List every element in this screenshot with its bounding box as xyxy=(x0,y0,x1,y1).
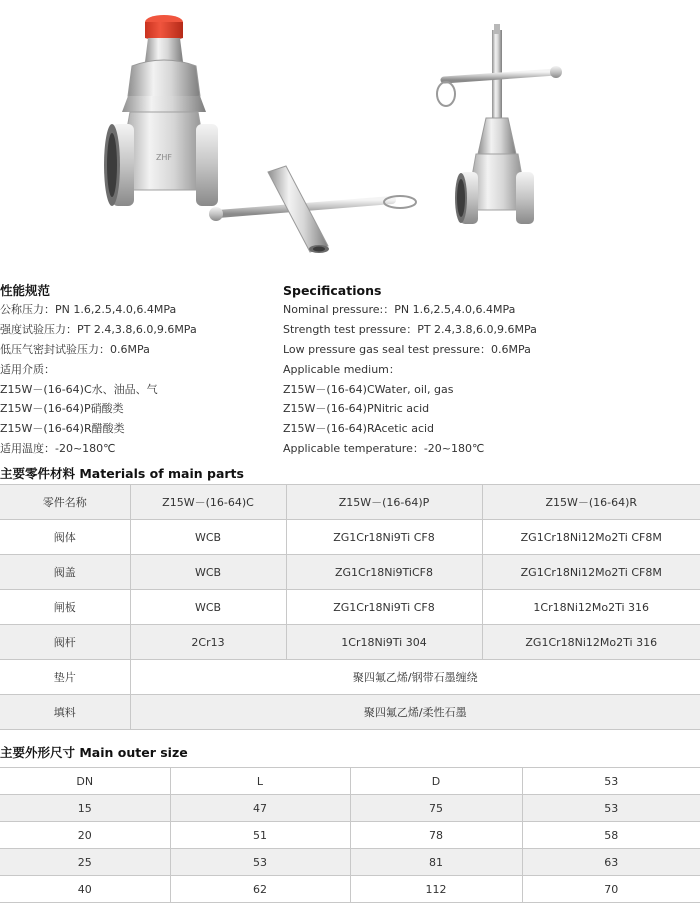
size-table xyxy=(0,767,700,903)
table-header-cell: Z15W－(16-64)P xyxy=(286,485,482,520)
table-cell: 20 xyxy=(0,822,170,849)
specs-cn xyxy=(0,282,197,459)
table-header-cell: L xyxy=(170,768,350,795)
table-header-cell: D xyxy=(350,768,522,795)
table-header-cell: DN xyxy=(0,768,170,795)
table-cell: 阀盖 xyxy=(0,555,130,590)
table-header-cell: Z15W－(16-64)R xyxy=(482,485,700,520)
table-cell: 53 xyxy=(170,849,350,876)
specs-cn-line: Z15W－(16-64)P硝酸类 xyxy=(0,402,124,416)
table-row xyxy=(0,625,700,660)
table-cell: 58 xyxy=(522,822,700,849)
table-cell: WCB xyxy=(130,520,286,555)
size-heading: 主要外形尺寸 Main outer size xyxy=(0,745,188,760)
table-cell: 47 xyxy=(170,795,350,822)
table-row xyxy=(0,795,700,822)
table-merged-cell: 聚四氟乙烯/钢带石墨缠绕 xyxy=(130,660,700,695)
specs-cn-line: 适用温度：-20~180℃ xyxy=(0,442,116,456)
table-cell: 63 xyxy=(522,849,700,876)
table-row xyxy=(0,876,700,903)
table-cell: ZG1Cr18Ni12Mo2Ti CF8M xyxy=(482,520,700,555)
table-cell: ZG1Cr18Ni12Mo2Ti 316 xyxy=(482,625,700,660)
table-cell: 81 xyxy=(350,849,522,876)
table-cell: 垫片 xyxy=(0,660,130,695)
table-cell: 53 xyxy=(522,795,700,822)
gate-valve-red-cap-image xyxy=(104,15,218,206)
table-cell: 78 xyxy=(350,822,522,849)
table-cell: 40 xyxy=(0,876,170,903)
table-row xyxy=(0,520,700,555)
materials-heading: 主要零件材料 Materials of main parts xyxy=(0,466,244,481)
specs-en-line: Z15W－(16-64)RAcetic acid xyxy=(283,422,435,436)
table-cell: 70 xyxy=(522,876,700,903)
table-cell: 阀体 xyxy=(0,520,130,555)
specs-en-line: Z15W－(16-64)CWater, oil, gas xyxy=(283,382,454,396)
table-header-cell: 53 xyxy=(522,768,700,795)
specs-cn-line: Z15W－(16-64)R醋酸类 xyxy=(0,422,125,436)
specs-cn-line: 低压气密封试验压力：0.6MPa xyxy=(0,342,150,356)
table-row xyxy=(0,822,700,849)
specs-cn-line: 公称压力：PN 1.6,2.5,4.0,6.4MPa xyxy=(0,303,177,316)
table-cell: 75 xyxy=(350,795,522,822)
table-row xyxy=(0,590,700,625)
table-cell: 2Cr13 xyxy=(130,625,286,660)
table-cell: 25 xyxy=(0,849,170,876)
specs-en-line: Applicable medium： xyxy=(283,362,400,376)
table-cell: 51 xyxy=(170,822,350,849)
table-cell: ZG1Cr18Ni9Ti CF8 xyxy=(286,590,482,625)
table-header-cell: Z15W－(16-64)C xyxy=(130,485,286,520)
table-cell: 阀杆 xyxy=(0,625,130,660)
table-cell: ZG1Cr18Ni9Ti CF8 xyxy=(286,520,482,555)
table-cell: 1Cr18Ni12Mo2Ti 316 xyxy=(482,590,700,625)
specs-en-line: Nominal pressure:：PN 1.6,2.5,4.0,6.4MPa xyxy=(283,303,516,316)
table-row xyxy=(0,695,700,730)
table-cell: 112 xyxy=(350,876,522,903)
table-header-cell: 零件名称 xyxy=(0,485,130,520)
table-cell: WCB xyxy=(130,590,286,625)
table-cell: 闸板 xyxy=(0,590,130,625)
specs-cn-title: 性能规范 xyxy=(0,283,51,298)
specs-en-line: Low pressure gas seal test pressure：0.6MPa xyxy=(283,342,531,356)
table-cell: ZG1Cr18Ni9TiCF8 xyxy=(286,555,482,590)
specs-en-title: Specifications xyxy=(283,283,382,298)
svg-text:ZHF: ZHF xyxy=(155,153,173,162)
t-handle-key-image xyxy=(209,166,416,253)
table-cell: 1Cr18Ni9Ti 304 xyxy=(286,625,482,660)
gate-valve-with-key-image xyxy=(437,24,562,224)
specs-en-line: Z15W－(16-64)PNitric acid xyxy=(283,402,430,416)
table-header-row xyxy=(0,768,700,795)
specs-en-line: Applicable temperature：-20~180℃ xyxy=(283,442,485,456)
table-merged-cell: 聚四氟乙烯/柔性石墨 xyxy=(130,695,700,730)
specs-cn-line: 适用介质： xyxy=(0,362,55,376)
materials-table xyxy=(0,484,700,730)
table-cell: WCB xyxy=(130,555,286,590)
specs-cn-line: 强度试验压力：PT 2.4,3.8,6.0,9.6MPa xyxy=(0,322,197,336)
table-row xyxy=(0,849,700,876)
specs-en-line: Strength test pressure：PT 2.4,3.8,6.0,9.6MPa xyxy=(283,322,537,336)
table-row xyxy=(0,660,700,695)
specs-cn-line: Z15W－(16-64)C水、油品、气 xyxy=(0,382,158,396)
table-header-row xyxy=(0,485,700,520)
table-row xyxy=(0,555,700,590)
specs-en xyxy=(283,282,537,459)
table-cell: ZG1Cr18Ni12Mo2Ti CF8M xyxy=(482,555,700,590)
table-cell: 62 xyxy=(170,876,350,903)
product-photos xyxy=(0,0,700,275)
table-cell: 15 xyxy=(0,795,170,822)
table-cell: 填料 xyxy=(0,695,130,730)
